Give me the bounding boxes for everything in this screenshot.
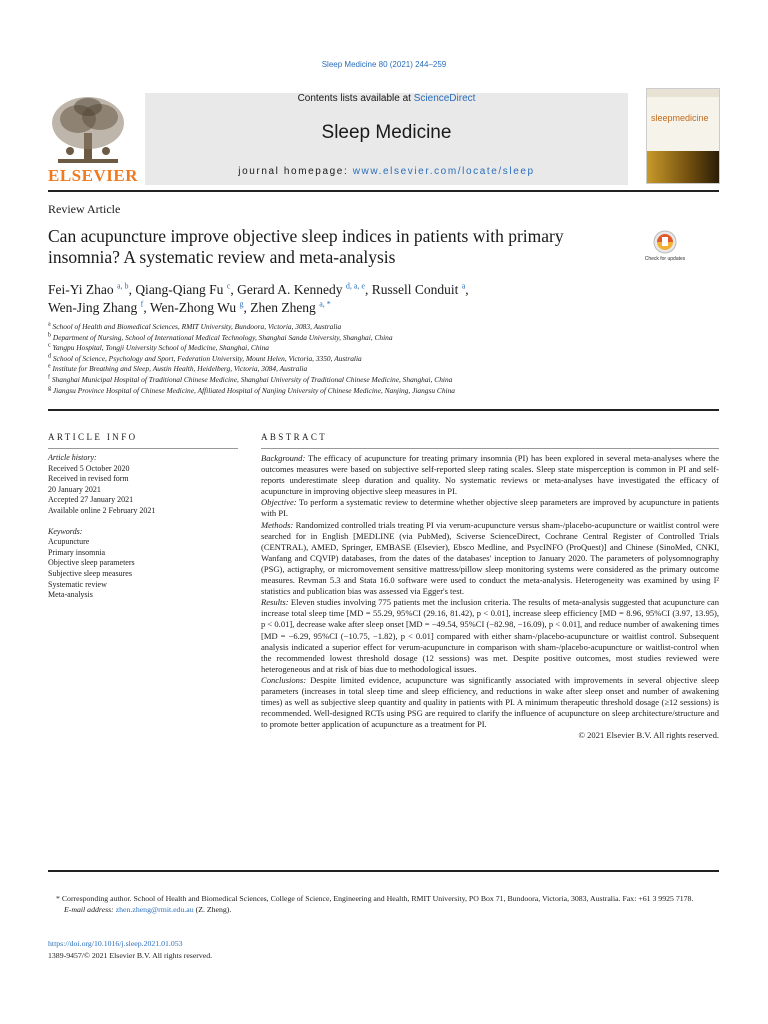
keyword-item: Subjective sleep measures [48, 568, 132, 578]
article-type: Review Article [48, 202, 121, 216]
cover-image [647, 151, 719, 183]
abstract-section [261, 453, 719, 497]
affiliation-key: e [48, 363, 51, 370]
affiliation-item [48, 333, 728, 344]
email-line: E-mail address: zhen.zheng@rmit.edu.au (Z. Zheng). [64, 905, 232, 914]
abstract-body [261, 453, 719, 741]
abstract-section-text: To perform a systematic review to determine whether objective sleep parameters are improved by acupuncture in patients with PI. [261, 497, 719, 519]
footer-rule [48, 870, 719, 872]
affiliation-key: g [48, 385, 51, 392]
author-affiliation-marker[interactable]: a, b [117, 281, 129, 291]
author-name[interactable]: Zhen Zheng [250, 300, 316, 315]
abstract-section-label: Objective: [261, 497, 297, 508]
abstract-section-text: The efficacy of acupuncture for treating primary insomnia (PI) has been explored in several meta-analyses where the outcomes measures were based on subjective self-reported sleep rating scales. Sleep state misperception is common in PI and self-reports underestimate sleep duration and quality. No systematic reviews or meta-analyses have investigated the efficacy of acupuncture in improving objective sleep measures in PI. [261, 453, 719, 497]
abstract-section-text: Eleven studies involving 775 patients met the inclusion criteria. The results of meta-analysis suggested that acupuncture can increase total sleep time [MD = 55.29, 95%CI (29.16, 81.42), p < 0.01], increase sleep efficiency [MD = 8.96, 95%CI (3.97, 13.95), p < 0.01], decrease wake after sleep onset [MD = −49.54, 95%CI (−82.98, −16.09), p < 0.01], and reduce number of awakening times [MD = −6.29, 95%CI (−10.75, −1.82), p < 0.01] compared with either sham-/placebo-acupuncture or waitlist control. Subsequent analysis indicated a superior effect for verum-acupuncture in comparison with sham-/placebo-acupuncture or waitlist-control when the recommended lowest threshold dosage (12 sessions) was met. Despite positive outcomes, most studies reviewed were heterogeneous and at risk of bias due to methodological issues. [261, 597, 719, 674]
corresponding-author-footnote [48, 893, 719, 915]
journal-homepage: journal homepage: www.elsevier.com/locate/sleep [238, 166, 535, 177]
affiliations-rule [48, 409, 719, 411]
keyword-item: Objective sleep parameters [48, 558, 135, 568]
author-name[interactable]: Fei-Yi Zhao [48, 282, 114, 297]
affiliation-item [48, 322, 728, 333]
abstract-section [261, 675, 719, 730]
author-affiliation-marker[interactable]: a, * [319, 299, 331, 309]
corresponding-author-text: * Corresponding author. School of Health and Biomedical Sciences, College of Science, Engineering and Health, RMIT University, PO Box 71, Bundoora, Victoria, 3083, Australia. Fax: +61 3 9925 7178. [56, 894, 694, 903]
abstract-section-text: Despite limited evidence, acupuncture was significantly associated with improvements in several objective sleep parameters (increases in total sleep time and sleep efficiency, and reductions in wake after sleep onset and number of awakening times) as well as subjective sleep quantity and quality in patients with PI. A minimum therapeutic threshold dosage (≥12 sessions) is recommended. Well-designed RCTs using PSG are required to clarify the influence of acupuncture on sleep architecture/structure and to promote better application of acupuncture as a treatment for PI. [261, 674, 719, 730]
affiliation-key: b [48, 332, 51, 339]
journal-cover-thumbnail[interactable] [646, 88, 720, 184]
author-affiliation-marker[interactable]: g [239, 299, 244, 309]
author-separator: , [364, 282, 372, 297]
email-link[interactable]: zhen.zheng@rmit.edu.au [115, 905, 194, 914]
history-item: Received 5 October 2020 [48, 463, 130, 473]
article-info-heading: ARTICLE INFO [48, 432, 138, 442]
check-for-updates-icon[interactable] [645, 228, 685, 268]
author-name[interactable]: Gerard A. Kennedy [237, 282, 343, 297]
abstract-section-label: Conclusions: [261, 674, 307, 685]
affiliation-text: School of Science, Psychology and Sport, Federation University, Mount Helen, Victoria, 3350, Australia [52, 353, 362, 363]
affiliation-text: Yangpu Hospital, Tongji University School of Medicine, Shanghai, China [52, 343, 269, 353]
author-affiliation-marker[interactable]: f [140, 299, 144, 309]
affiliation-key: f [48, 374, 50, 381]
keyword-item: Systematic review [48, 579, 107, 589]
history-item: Available online 2 February 2021 [48, 505, 156, 515]
author-list [48, 281, 668, 317]
author-name[interactable]: Wen-Zhong Wu [149, 300, 237, 315]
abstract-section-label: Results: [261, 597, 289, 608]
author-separator: , [128, 282, 136, 297]
author-name[interactable]: Russell Conduit [371, 282, 459, 297]
doi-block [48, 938, 212, 961]
contents-availability: Contents lists available at ScienceDirect [297, 93, 476, 104]
abstract-section-label: Methods: [261, 519, 294, 530]
author-name[interactable]: Wen-Jing Zhang [48, 300, 138, 315]
affiliation-key: d [48, 353, 51, 360]
article-history [48, 464, 238, 517]
author-separator: , [465, 282, 469, 297]
article-info-panel [48, 453, 238, 601]
keyword-item: Primary insomnia [48, 547, 106, 557]
sciencedirect-link[interactable]: ScienceDirect [413, 93, 476, 104]
abstract-copyright: © 2021 Elsevier B.V. All rights reserved. [578, 730, 719, 741]
affiliation-list [48, 322, 728, 396]
cover-top-band [647, 89, 719, 97]
article-title: Can acupuncture improve objective sleep indices in patients with primary insomnia? A systematic review and meta-analysis [48, 226, 564, 267]
abstract-section-label: Background: [261, 453, 306, 463]
affiliation-key: c [48, 342, 51, 349]
author-separator: , [243, 300, 251, 315]
elsevier-wordmark: ELSEVIER [48, 166, 138, 185]
keywords-label: Keywords: [48, 526, 83, 536]
affiliation-key: a [48, 321, 51, 328]
abstract-section [261, 520, 719, 598]
affiliation-text: Shanghai Municipal Hospital of Traditional Chinese Medicine, Shanghai University of Traditional Chinese Medicine, Shanghai, China [51, 374, 453, 384]
history-item: Received in revised form [48, 474, 129, 484]
author-affiliation-marker[interactable]: d, a, e [345, 281, 365, 291]
issn-copyright: 1389-9457/© 2021 Elsevier B.V. All rights reserved. [48, 950, 213, 960]
abstract-heading: ABSTRACT [261, 432, 328, 442]
abstract-section [261, 497, 719, 519]
abstract-section-text: Randomized controlled trials treating PI via verum-acupuncture versus sham-/placebo-acupuncture or waitlist control were searched for in English [MEDLINE (via PubMed), Sciverse ScienceDirect, Cochrane Central Register of Controlled Trials (CENTRAL), AMED, Springer, EMBASE (Elsevier), Ebsco Medline, and PsycINFO (ProQuest)] and Chinese (SinoMed, CNKI, Wanfang and CQVIP) databases, from the dates of the databases' inception to January 2020. The parameters of polysomnography (PSG), actigraphy, or micromovement sensitive mattress/pillow sleep monitoring systems were considered as the primary outcome measures. Revman 5.3 and Stata 16.0 software were used to conduct the meta-analysis. Heterogeneity was examined by using I² statistics and publication bias was assessed via Egger's test. [261, 519, 719, 597]
author-separator: , [230, 282, 238, 297]
affiliation-text: Jiangsu Province Hospital of Chinese Medicine, Affiliated Hospital of Nanjing University of Chinese Medicine, Nanjing, Jiangsu China [52, 385, 455, 395]
keyword-item: Meta-analysis [48, 590, 93, 600]
journal-citation[interactable]: Sleep Medicine 80 (2021) 244–259 [321, 60, 447, 69]
affiliation-text: Department of Nursing, School of International Medical Technology, Shanghai Sanda University, Shanghai, China [52, 332, 393, 342]
journal-homepage-link[interactable]: www.elsevier.com/locate/sleep [352, 166, 535, 177]
author-affiliation-marker[interactable]: c [226, 281, 231, 291]
affiliation-text: School of Health and Biomedical Sciences, RMIT University, Bundoora, Victoria, 3083, Australia [52, 322, 342, 331]
doi-link[interactable]: https://doi.org/10.1016/j.sleep.2021.01.053 [48, 939, 183, 948]
affiliation-item [48, 354, 728, 365]
affiliation-item [48, 364, 728, 375]
history-item: 20 January 2021 [48, 484, 101, 494]
abstract-section [261, 597, 719, 675]
article-info-rule [48, 448, 238, 449]
keyword-list [48, 537, 238, 601]
author-name[interactable]: Qiang-Qiang Fu [135, 282, 224, 297]
affiliation-item [48, 343, 728, 354]
author-affiliation-marker[interactable]: a [461, 281, 466, 291]
journal-title: Sleep Medicine [321, 122, 452, 143]
keyword-item: Acupuncture [48, 537, 90, 547]
history-item: Accepted 27 January 2021 [48, 495, 134, 505]
check-for-updates-label: Check for updates [645, 256, 685, 262]
affiliation-item [48, 386, 728, 397]
author-separator: , [143, 300, 150, 315]
article-history-label: Article history: [48, 453, 97, 462]
header-rule [48, 190, 719, 192]
cover-journal-name: sleepmedicine [651, 113, 709, 123]
affiliation-item [48, 375, 728, 386]
abstract-rule [261, 448, 719, 449]
affiliation-text: Institute for Breathing and Sleep, Austin Health, Heidelberg, Victoria, 3084, Australia [52, 364, 308, 374]
